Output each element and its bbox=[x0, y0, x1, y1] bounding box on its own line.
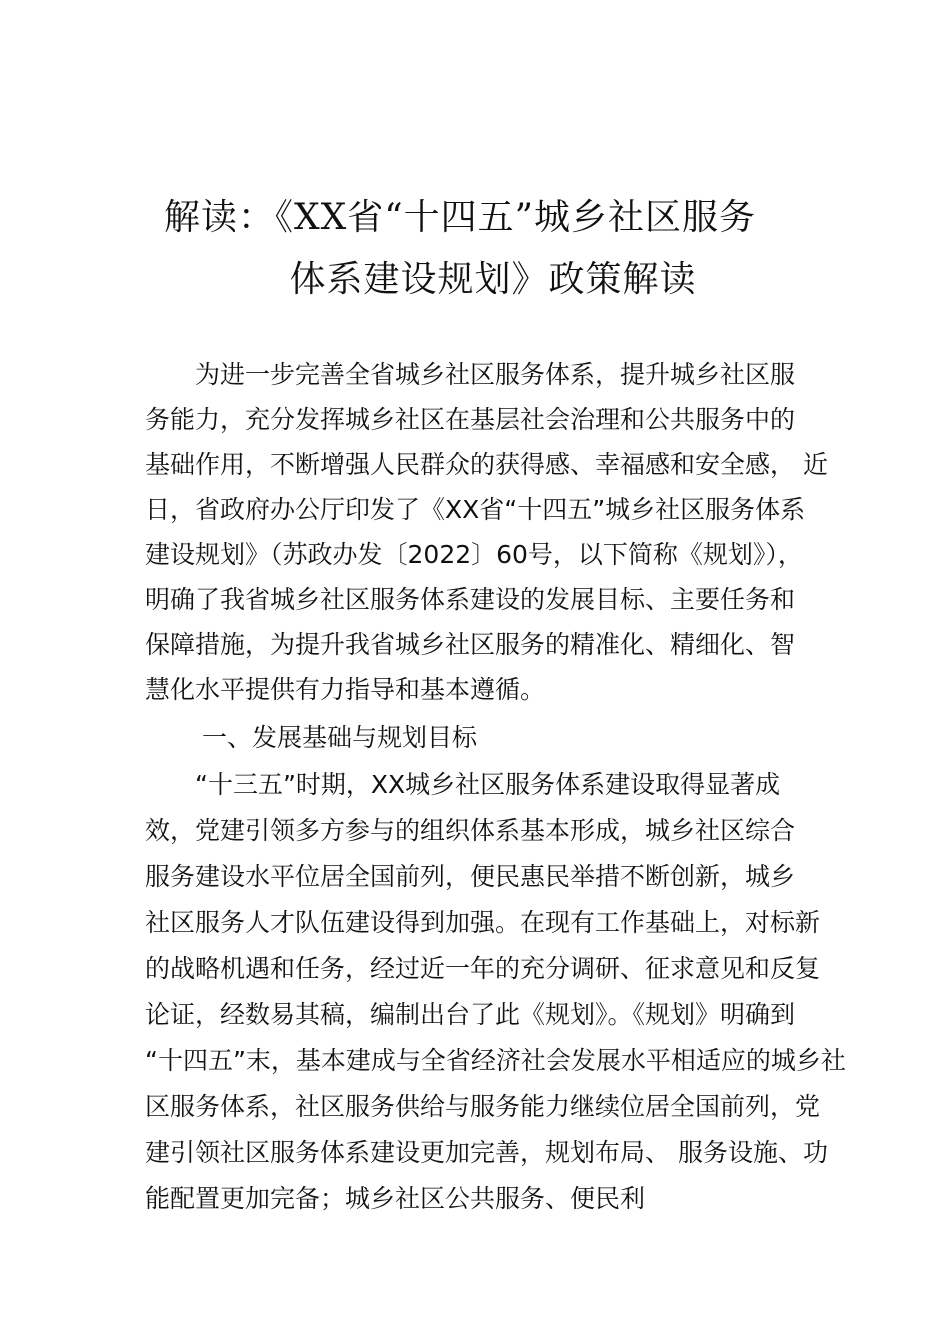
body-line: “十四五”末，基本建成与全省经济社会发展水平相适应的城乡社 bbox=[145, 1046, 846, 1075]
body-line: 日，省政府办公厅印发了《XX省“十四五”城乡社区服务体系 bbox=[145, 495, 806, 524]
document-title-line-2: 体系建设规划》政策解读 bbox=[289, 259, 697, 300]
section-heading: 一、发展基础与规划目标 bbox=[202, 723, 478, 752]
body-line: 社区服务人才队伍建设得到加强。在现有工作基础上，对标新 bbox=[145, 908, 821, 937]
body-line: 务能力，充分发挥城乡社区在基层社会治理和公共服务中的 bbox=[145, 405, 796, 434]
body-line: 论证，经数易其稿，编制出台了此《规划》。《规划》明确到 bbox=[145, 1000, 796, 1029]
body-line: 慧化水平提供有力指导和基本遵循。 bbox=[145, 675, 546, 704]
document-title-line-1: 解读：《XX省“十四五”城乡社区服务 bbox=[163, 197, 757, 238]
body-line: 为进一步完善全省城乡社区服务体系，提升城乡社区服 bbox=[195, 360, 796, 389]
body-line: 效，党建引领多方参与的组织体系基本形成，城乡社区综合 bbox=[145, 816, 796, 845]
body-line: 明确了我省城乡社区服务体系建设的发展目标、主要任务和 bbox=[145, 585, 796, 614]
body-line: 的战略机遇和任务，经过近一年的充分调研、征求意见和反复 bbox=[145, 954, 821, 983]
body-line: 建设规划》（苏政办发〔2022〕60号，以下简称《规划》）， bbox=[145, 540, 803, 569]
body-line: 区服务体系，社区服务供给与服务能力继续位居全国前列，党 bbox=[145, 1092, 821, 1121]
body-line: 能配置更加完备；城乡社区公共服务、便民利 bbox=[145, 1184, 646, 1213]
body-line: “十三五”时期，XX城乡社区服务体系建设取得显著成 bbox=[195, 770, 781, 799]
body-line: 服务建设水平位居全国前列，便民惠民举措不断创新，城乡 bbox=[145, 862, 796, 891]
body-line: 建引领社区服务体系建设更加完善，规划布局、 服务设施、功 bbox=[145, 1138, 828, 1167]
body-line: 基础作用，不断增强人民群众的获得感、幸福感和安全感， 近 bbox=[145, 450, 828, 479]
body-line: 保障措施，为提升我省城乡社区服务的精准化、精细化、智 bbox=[145, 630, 796, 659]
